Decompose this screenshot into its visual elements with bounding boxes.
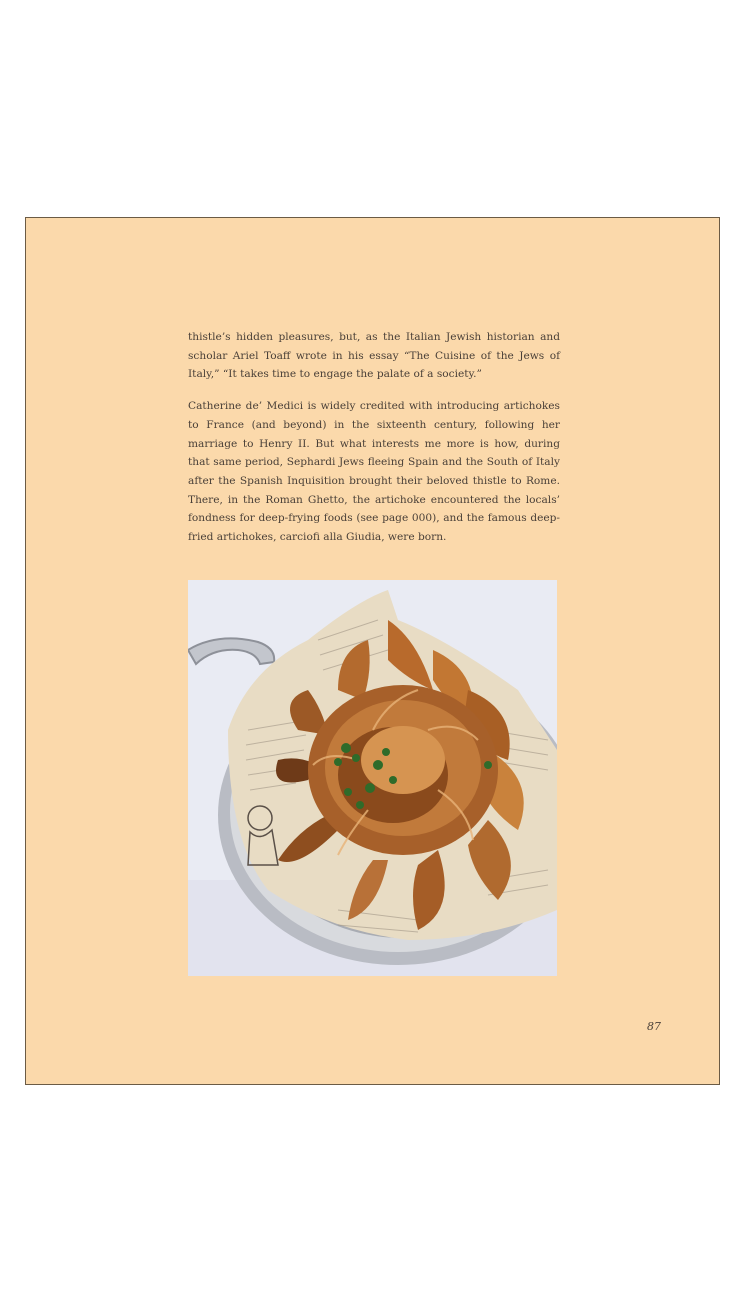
- paragraph-2: Catherine de’ Medici is widely credited with introducing artichokes to France (and beyond) in the sixteenth century, following her marriage to Henry II. But what interests me more is how, during that same period, Sephardi Jews fleeing Spain and the South of Italy after the Spanish Inquisition brought their beloved thistle to Rome. There, in the Roman Ghetto, the artichoke encountered the locals’ fondness for deep-frying foods (see page 000), and the famous deep-fried artichokes, carciofi alla Giudia, were born.: [188, 400, 560, 544]
- fried-artichoke-photo: [188, 580, 557, 976]
- paragraph-1: thistle’s hidden pleasures, but, as the Italian Jewish historian and scholar Ariel Toaff wrote in his essay “The Cuisine of the Jews of Italy,” “It takes time to engage the palate of a society.”: [188, 331, 560, 381]
- book-page: [25, 217, 720, 1085]
- page-number: 87: [647, 1020, 661, 1033]
- body-text: [188, 328, 560, 560]
